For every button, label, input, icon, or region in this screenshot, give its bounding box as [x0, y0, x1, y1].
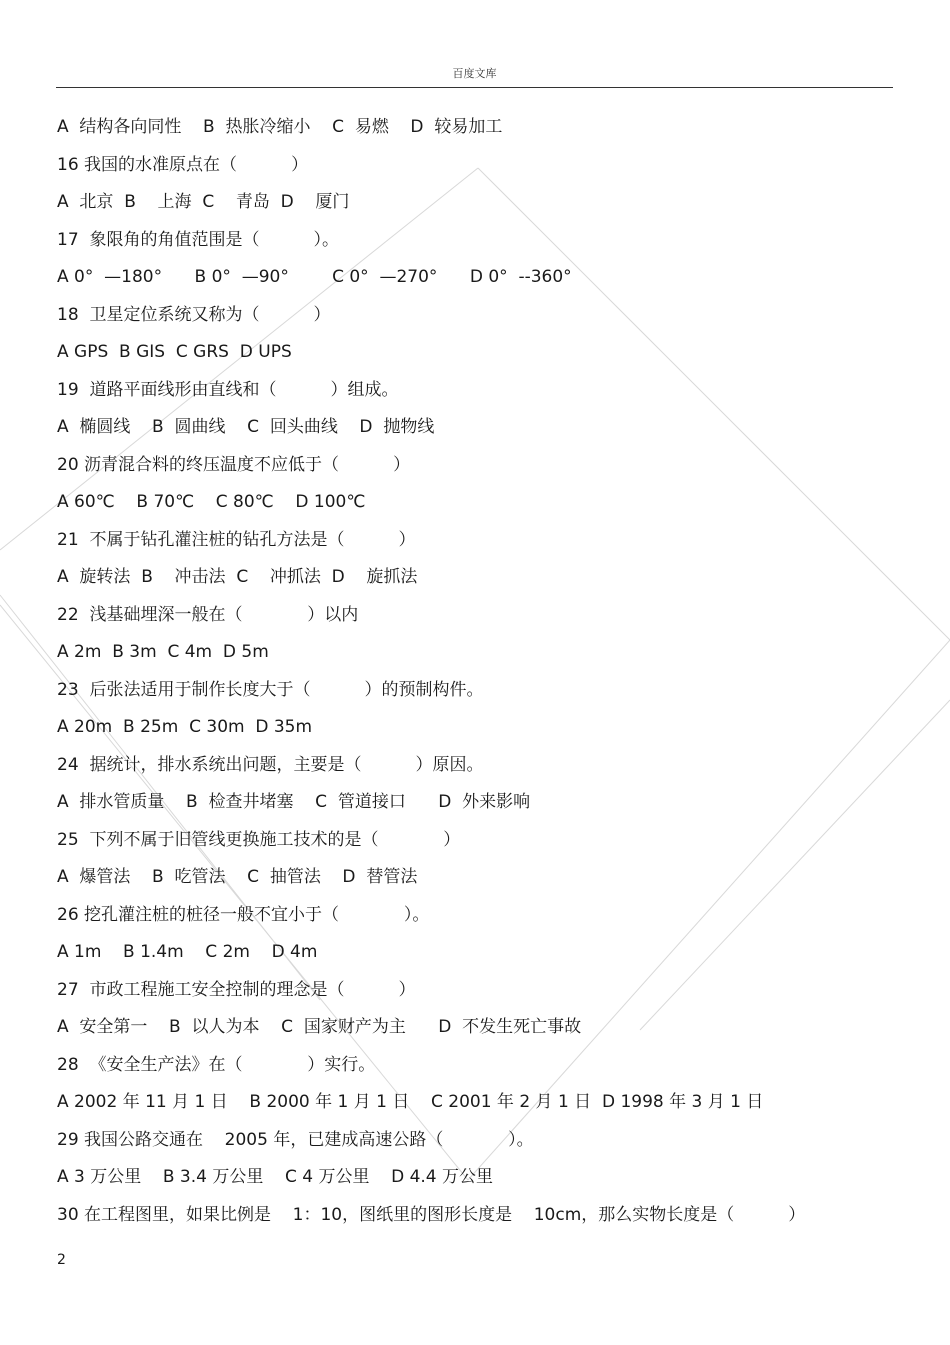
- options-line: A 3 万公里 B 3.4 万公里 C 4 万公里 D 4.4 万公里: [57, 1167, 494, 1187]
- options-line: A 爆管法 B 吃管法 C 抽管法 D 替管法: [57, 867, 418, 887]
- options-line: A 1m B 1.4m C 2m D 4m: [57, 942, 318, 962]
- options-line: A 北京 B 上海 C 青岛 D 厦门: [57, 192, 350, 212]
- question-line: 25 下列不属于旧管线更换施工技术的是（ ）: [57, 829, 461, 850]
- page-number: 2: [57, 1252, 66, 1268]
- page-header: [56, 66, 893, 88]
- question-line: 26 挖孔灌注桩的桩径一般不宜小于（ ）。: [57, 904, 430, 925]
- question-line: 19 道路平面线形由直线和（ ）组成。: [57, 379, 399, 400]
- options-line: A 20m B 25m C 30m D 35m: [57, 717, 313, 737]
- question-line: 16 我国的水准原点在（ ）: [57, 154, 309, 175]
- question-line: 23 后张法适用于制作长度大于（ ）的预制构件。: [57, 679, 484, 700]
- options-line: A 60℃ B 70℃ C 80℃ D 100℃: [57, 492, 366, 512]
- question-line: 21 不属于钻孔灌注桩的钻孔方法是（ ）: [57, 529, 416, 550]
- options-line: A 2002 年 11 月 1 日 B 2000 年 1 月 1 日 C 2001 年 2 月 1 日 D 1998 年 3 月 1 日: [57, 1092, 764, 1112]
- options-line: A 2m B 3m C 4m D 5m: [57, 642, 269, 662]
- options-line: A GPS B GIS C GRS D UPS: [57, 342, 292, 362]
- options-line: A 排水管质量 B 检查井堵塞 C 管道接口 D 外来影响: [57, 792, 531, 812]
- header-title: 百度文库: [452, 67, 497, 80]
- options-line: A 安全第一 B 以人为本 C 国家财产为主 D 不发生死亡事故: [57, 1017, 582, 1037]
- question-line: 24 据统计，排水系统出问题，主要是（ ）原因。: [57, 754, 484, 775]
- options-line: A 椭圆线 B 圆曲线 C 回头曲线 D 抛物线: [57, 417, 435, 437]
- question-line: 29 我国公路交通在 2005 年，已建成高速公路（ ）。: [57, 1129, 534, 1150]
- question-line: 28 《安全生产法》在（ ）实行。: [57, 1054, 376, 1075]
- question-list: [57, 113, 917, 1238]
- question-line: 22 浅基础埋深一般在（ ）以内: [57, 604, 359, 625]
- options-line: A 结构各向同性 B 热胀冷缩小 C 易燃 D 较易加工: [57, 117, 503, 137]
- question-line: 20 沥青混合料的终压温度不应低于（ ）: [57, 454, 411, 475]
- question-line: 27 市政工程施工安全控制的理念是（ ）: [57, 979, 416, 1000]
- question-line: 18 卫星定位系统又称为（ ）: [57, 304, 331, 325]
- options-line: A 0° —180° B 0° —90° C 0° —270° D 0° --360°: [57, 267, 572, 287]
- options-line: A 旋转法 B 冲击法 C 冲抓法 D 旋抓法: [57, 567, 418, 587]
- question-line: 17 象限角的角值范围是（ ）。: [57, 229, 339, 250]
- question-line: 30 在工程图里，如果比例是 1：10，图纸里的图形长度是 10cm，那么实物长度是（ ）: [57, 1204, 806, 1225]
